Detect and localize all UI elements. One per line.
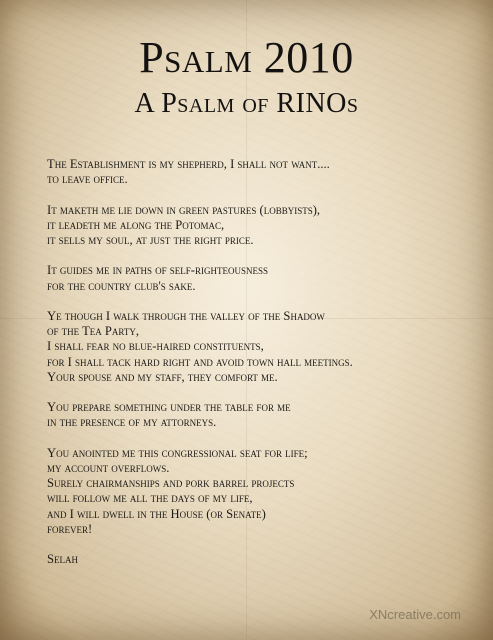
stanza-line: for I shall tack hard right and avoid town hall meetings. xyxy=(47,354,353,369)
stanza-line: Surely chairmanships and pork barrel projects xyxy=(47,476,295,491)
page-subtitle: A Psalm of RINOs xyxy=(134,88,359,119)
stanza-line: Ye though I walk through the valley of the Shadow xyxy=(47,308,325,323)
stanza xyxy=(47,263,487,293)
psalm-body xyxy=(47,157,487,583)
stanza-line: it sells my soul, at just the right price. xyxy=(47,233,254,247)
stanza-line: will follow me all the days of my life, xyxy=(47,491,253,506)
page-title: Psalm 2010 xyxy=(139,33,354,82)
stanza xyxy=(47,400,487,430)
stanza xyxy=(47,157,487,187)
stanza-line: The Establishment is my shepherd, I shall not want.... xyxy=(47,157,330,171)
stanza-line: It guides me in paths of self-righteousness xyxy=(47,263,268,278)
stanza-line: It maketh me lie down in green pastures (lobbyists), xyxy=(47,202,321,217)
stanza xyxy=(47,446,487,537)
stanza-line: it leadeth me along the Potomac, xyxy=(47,217,225,232)
stanza-line: of the Tea Party, xyxy=(47,324,140,339)
closing-word: Selah xyxy=(47,552,78,567)
stanza-line: to leave office. xyxy=(47,172,128,187)
stanza xyxy=(47,309,487,385)
stanza-line: You anointed me this congressional seat for life; xyxy=(47,445,308,460)
stanza xyxy=(47,552,487,567)
stanza-line: for the country club's sake. xyxy=(47,278,196,293)
stanza-line: forever! xyxy=(47,521,93,536)
stanza xyxy=(47,203,487,249)
stanza-line: Your spouse and my staff, they comfort me. xyxy=(47,369,278,384)
stanza-line: in the presence of my attorneys. xyxy=(47,415,217,430)
stanza-line: my account overflows. xyxy=(47,460,170,475)
stanza-line: You prepare something under the table for me xyxy=(47,400,291,415)
watermark: XNcreative.com xyxy=(369,607,461,622)
stanza-line: I shall fear no blue-haired constituents, xyxy=(47,339,264,354)
stanza-line: and I will dwell in the House (or Senate) xyxy=(47,506,266,521)
